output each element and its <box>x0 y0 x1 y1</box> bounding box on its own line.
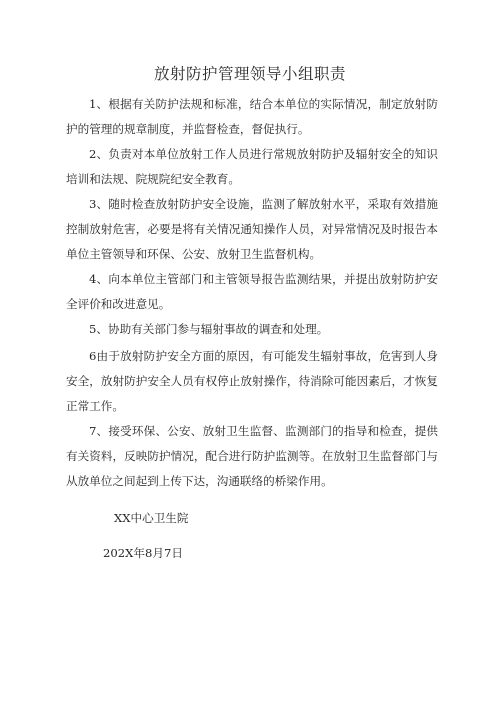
paragraph-7: 7、接受环保、公安、放射卫生监督、监测部门的指导和检查，提供有关资料，反映防护情况，配合进行防护监测等。在放射卫生监督部门与从放单位之间起到上传下达，沟通联络的桥梁作用。 <box>66 424 438 488</box>
paragraph-3: 3、随时检查放射防护安全设施，监测了解放射水平，采取有效措施控制放射危害，必要是将有关情况通知操作人员，对异常情况及时报告本单位主管领导和环保、公安、放射卫生监督机构。 <box>66 197 438 261</box>
paragraph-4: 4、向本单位主管部门和主管领导报告监测结果，并提出放射防护安全评价和改进意见。 <box>66 272 438 311</box>
paragraph-6: 6由于放射防护安全方面的原因，有可能发生辐射事故，危害到人身安全，放射防护安全人员有权停止放射操作，待消除可能因素后，才恢复正常工作。 <box>66 349 438 413</box>
paragraph-5: 5、协助有关部门参与辐射事故的调查和处理。 <box>89 322 329 336</box>
document-title: 放射防护管理领导小组职责 <box>153 65 346 83</box>
paragraph-1: 1、根据有关防护法规和标准，结合本单位的实际情况，制定放射防护的管理的规章制度，并监督检查，督促执行。 <box>66 97 438 136</box>
signature-organization: XX中心卫生院 <box>114 511 189 525</box>
paragraph-2: 2、负责对本单位放射工作人员进行常规放射防护及辐射安全的知识培训和法规、院规院纪安全教育。 <box>66 147 438 186</box>
signature-date: 202X年8月7日 <box>103 546 183 560</box>
